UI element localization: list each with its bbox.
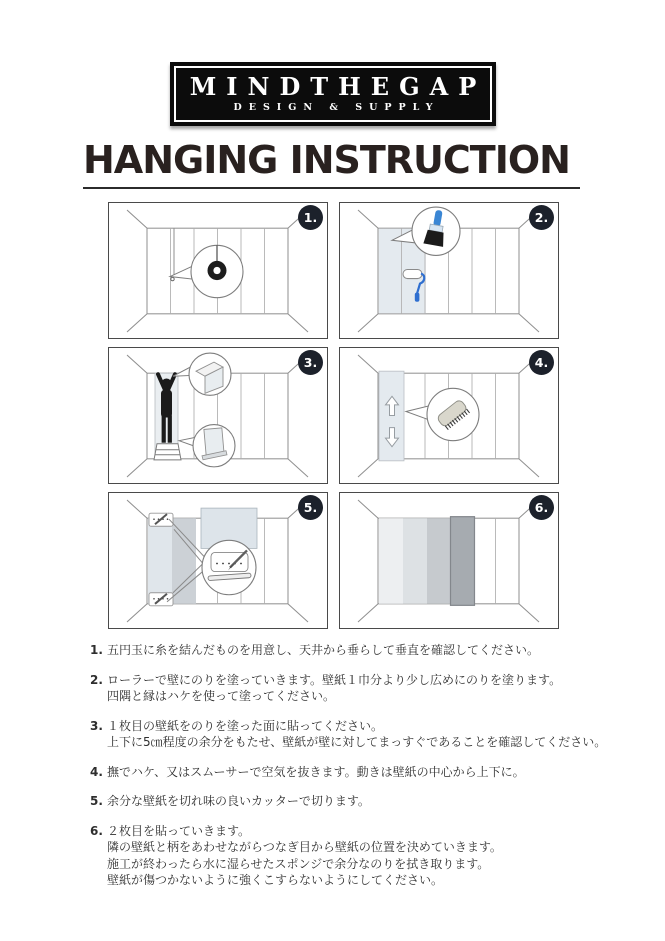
brand-logo — [170, 62, 496, 126]
smooth-strip-illustration — [340, 348, 558, 483]
panel-step-3 — [108, 347, 328, 484]
item-line: 四隅と縁はハケを使って塗ってください。 — [107, 689, 336, 703]
instruction-item-4 — [90, 764, 650, 781]
panel-step-2 — [339, 202, 559, 339]
item-line: 壁紙が傷つかないように強くこすらないようにしてください。 — [107, 873, 444, 887]
trim-excess-illustration — [109, 493, 327, 628]
panel-step-5 — [108, 492, 328, 629]
instruction-item-3 — [90, 718, 650, 751]
item-line: 上下に5㎝程度の余分をもたせ、壁紙が壁に対してまっすぐであることを確認してください。 — [107, 735, 607, 749]
strip-one — [148, 518, 172, 604]
item-line: 施工が終わったら水に湿らせたスポンジで余分なのりを拭き取ります。 — [107, 856, 490, 871]
strip-3 — [427, 518, 451, 604]
instruction-panels — [108, 202, 559, 629]
step-badge-4: 4. — [529, 350, 554, 375]
instruction-item-6 — [90, 823, 650, 889]
item-number: 1. — [90, 643, 103, 657]
item-line: １枚目の壁紙をのりを塗った面に貼ってください。 — [107, 718, 384, 733]
strip-4 — [451, 517, 475, 606]
instruction-item-5 — [90, 793, 650, 810]
step-badge-5: 5. — [298, 495, 323, 520]
strip-bottom — [204, 428, 224, 456]
step-badge-1: 1. — [298, 205, 323, 230]
panel-step-1 — [108, 202, 328, 339]
hang-first-strip-illustration — [109, 348, 327, 483]
step-badge-2: 2. — [529, 205, 554, 230]
step-badge-3: 3. — [298, 350, 323, 375]
instruction-item-2 — [90, 672, 650, 705]
item-line: 隣の壁紙と柄をあわせながらつなぎ目から壁紙の位置を決めていきます。 — [107, 840, 502, 854]
panel-step-6 — [339, 492, 559, 629]
multiple-strips-illustration — [340, 493, 558, 628]
item-number: 4. — [90, 764, 103, 779]
strip-2 — [403, 518, 427, 604]
strip-1 — [379, 518, 403, 604]
step-badge-6: 6. — [529, 495, 554, 520]
item-line: ２枚目を貼っていきます。 — [107, 823, 251, 838]
glue-roller-illustration — [340, 203, 558, 338]
instruction-list — [90, 642, 650, 902]
brand-logo-frame — [174, 66, 492, 122]
plumb-line-illustration — [109, 203, 327, 338]
item-number: 3. — [90, 718, 103, 733]
page-title: HANGING INSTRUCTION — [83, 139, 580, 189]
step-stool-icon — [154, 444, 181, 460]
item-line: 余分な壁紙を切れ味の良いカッターで切ります。 — [107, 794, 370, 808]
instruction-item-1 — [90, 642, 650, 659]
item-line: 五円玉に糸を結んだものを用意し、天井から垂らして垂直を確認してください。 — [107, 643, 540, 657]
brand-tagline: DESIGN & SUPPLY — [233, 102, 440, 114]
brand-name: MINDTHEGAP — [189, 72, 487, 102]
item-number: 2. — [90, 672, 103, 687]
item-number: 5. — [90, 794, 103, 808]
item-line: 撫でハケ、又はスムーサーで空気を抜きます。動きは壁紙の中心から上下に。 — [107, 764, 525, 779]
panel-step-4 — [339, 347, 559, 484]
item-line: ローラーで壁にのりを塗っていきます。壁紙１巾分より少し広めにのりを塗ります。 — [107, 672, 562, 687]
item-number: 6. — [90, 823, 103, 838]
magnifier-bubble — [202, 540, 256, 594]
five-yen-coin-icon — [208, 261, 227, 280]
